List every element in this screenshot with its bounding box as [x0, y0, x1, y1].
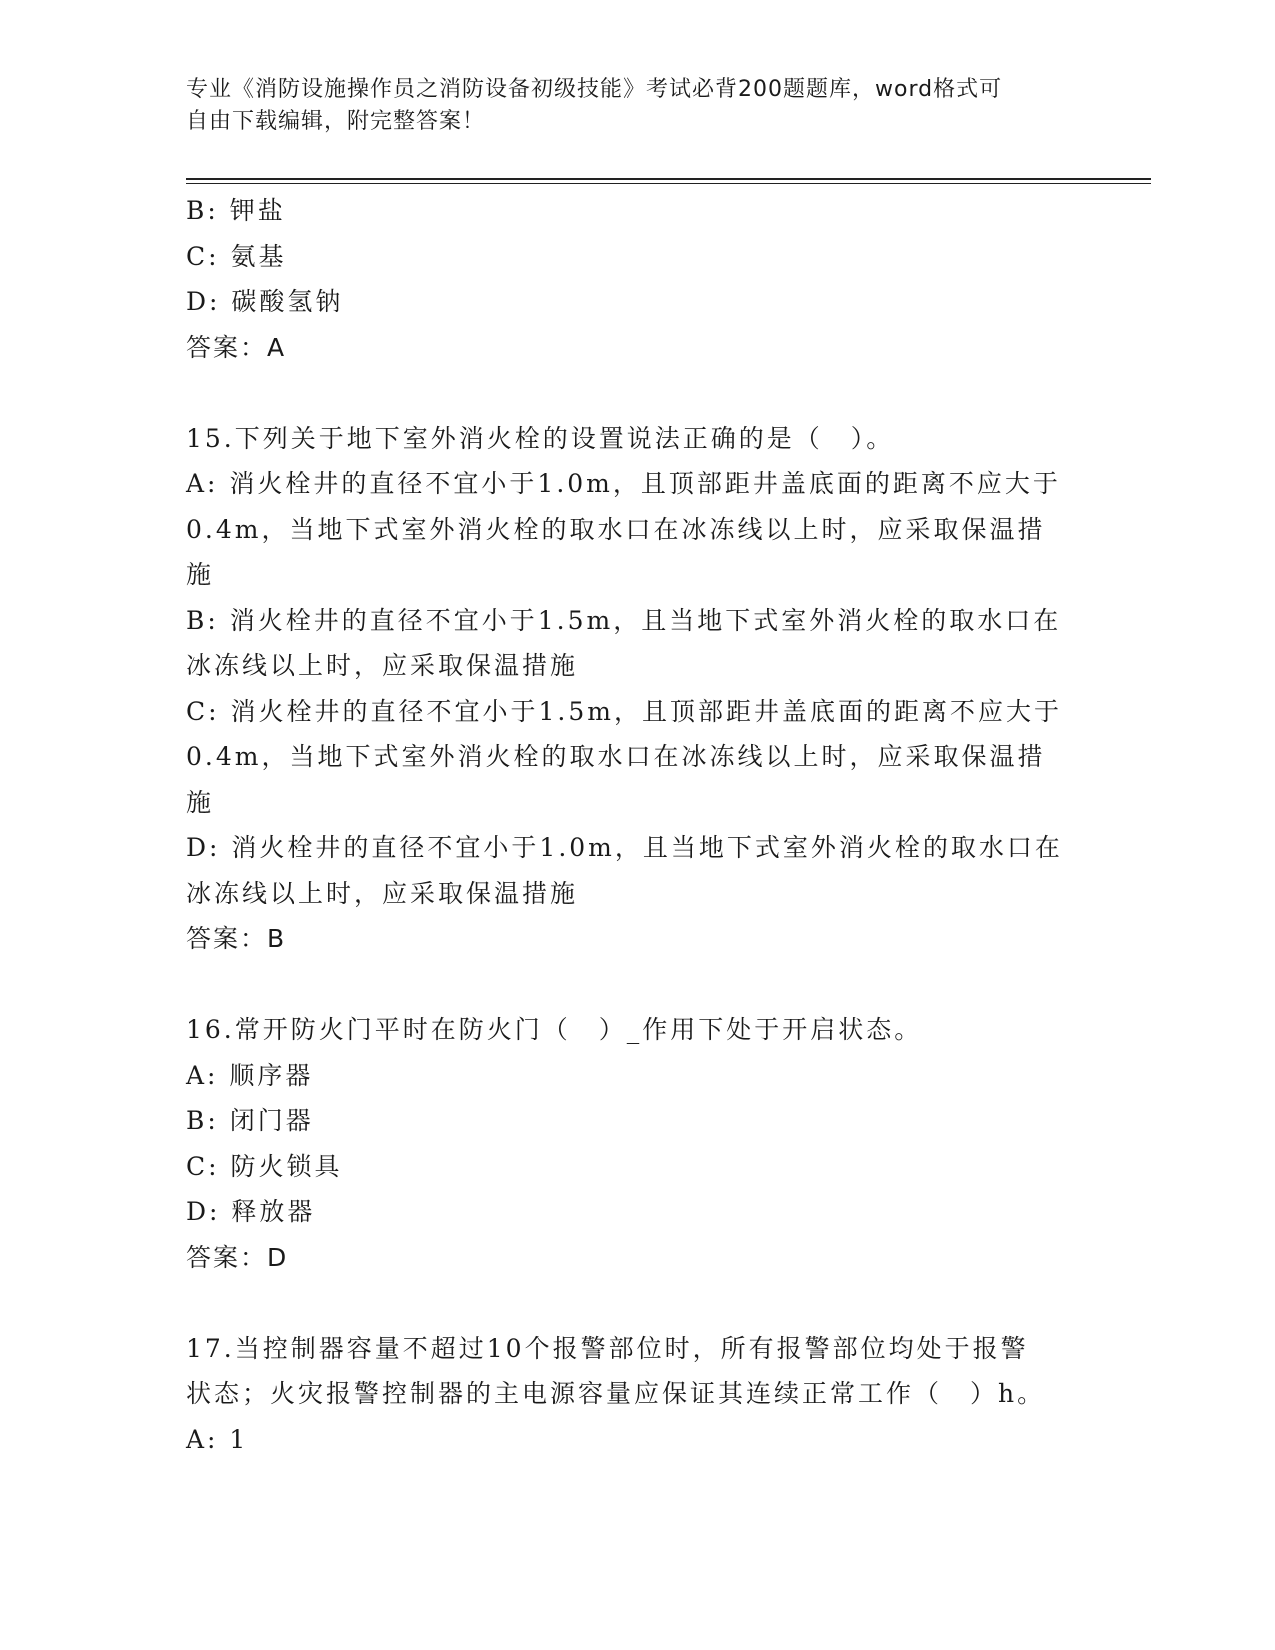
- question-14-continued: [186, 188, 1086, 370]
- option-b: B: 钾盐: [186, 196, 286, 225]
- option-b-line-1: B: 消火栓井的直径不宜小于1.5m，且当地下式室外消火栓的取水口在: [186, 605, 1062, 635]
- answer-line: 答案：A: [186, 332, 287, 362]
- option-a: A: 顺序器: [186, 1060, 314, 1090]
- option-c: C: 防火锁具: [186, 1151, 343, 1181]
- option-d: D: 碳酸氢钠: [186, 287, 344, 316]
- option-d: D: 释放器: [186, 1197, 316, 1226]
- option-a-line-2: 0.4m，当地下式室外消火栓的取水口在冰冻线以上时，应采取保温措: [186, 514, 1046, 544]
- spacer: [186, 370, 1086, 416]
- spacer: [186, 1280, 1086, 1326]
- option-c-line-2: 0.4m，当地下式室外消火栓的取水口在冰冻线以上时，应采取保温措: [186, 742, 1046, 771]
- document-body: [186, 188, 1086, 1462]
- question-16: [186, 1007, 1086, 1280]
- header-divider-thin: [186, 183, 1151, 184]
- header-divider-thick: [186, 178, 1151, 180]
- option-d-line-2: 冰冻线以上时，应采取保温措施: [186, 878, 579, 908]
- answer-line: 答案：D: [186, 1242, 289, 1272]
- option-c-line-1: C: 消火栓井的直径不宜小于1.5m，且顶部距井盖底面的距离不应大于: [186, 696, 1062, 726]
- answer-line: 答案：B: [186, 924, 287, 953]
- option-b: B: 闭门器: [186, 1106, 314, 1135]
- option-a-line-3: 施: [186, 560, 215, 589]
- header-title-line-2: 自由下载编辑，附完整答案！: [186, 109, 486, 134]
- spacer: [186, 962, 1086, 1008]
- question-text-line-2: 状态；火灾报警控制器的主电源容量应保证其连续正常工作（ ）h。: [186, 1379, 1046, 1408]
- option-a-line-1: A: 消火栓井的直径不宜小于1.0m，且顶部距井盖底面的距离不应大于: [186, 469, 1061, 498]
- option-b-line-2: 冰冻线以上时，应采取保温措施: [186, 651, 579, 680]
- option-a: A: 1: [186, 1424, 249, 1454]
- option-c-line-3: 施: [186, 787, 215, 817]
- question-text: 15.下列关于地下室外消火栓的设置说法正确的是（ ）。: [186, 423, 895, 453]
- question-text-line-1: 17.当控制器容量不超过10个报警部位时，所有报警部位均处于报警: [186, 1333, 1029, 1363]
- question-17: [186, 1326, 1086, 1463]
- question-text: 16.常开防火门平时在防火门（ ）_作用下处于开启状态。: [186, 1015, 923, 1044]
- option-c: C: 氨基: [186, 241, 287, 271]
- option-d-line-1: D: 消火栓井的直径不宜小于1.0m，且当地下式室外消火栓的取水口在: [186, 833, 1063, 862]
- document-header: [186, 74, 1066, 138]
- header-title-line-1: 专业《消防设施操作员之消防设备初级技能》考试必背200题题库，word格式可: [186, 77, 1003, 102]
- question-15: [186, 416, 1086, 962]
